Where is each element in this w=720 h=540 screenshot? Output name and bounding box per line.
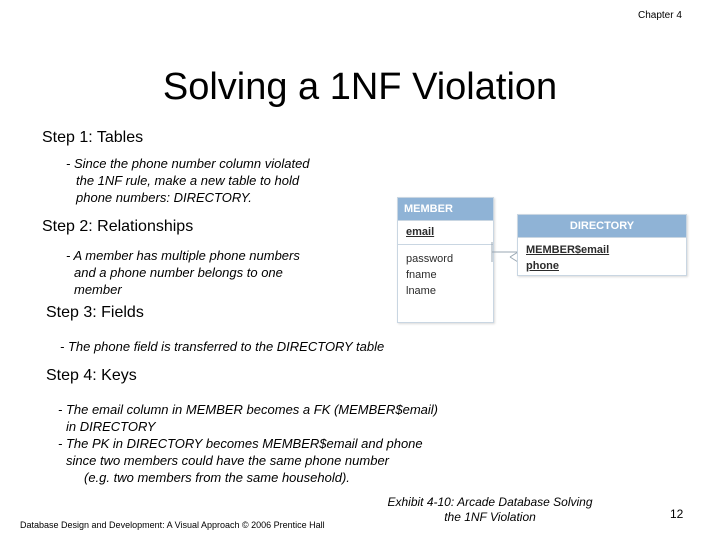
directory-keys	[518, 238, 686, 274]
slide-title: Solving a 1NF Violation	[162, 66, 558, 108]
step-1-line-1: - Since the phone number column violated	[66, 156, 310, 171]
step-3-heading: Step 3: Fields	[46, 304, 144, 321]
member-entity-title: MEMBER	[398, 198, 493, 221]
directory-pk-phone: phone	[526, 260, 559, 272]
member-attributes	[398, 245, 493, 299]
directory-pk-member-email: MEMBER$email	[526, 244, 610, 256]
member-field-fname: fname	[406, 269, 437, 281]
step-4-line-5: (e.g. two members from the same household).	[84, 470, 350, 485]
step-2-heading: Step 2: Relationships	[42, 218, 194, 235]
directory-entity-title: DIRECTORY	[518, 215, 686, 238]
step-2-line-3: member	[74, 282, 122, 297]
member-entity	[397, 197, 494, 323]
step-1-line-3: phone numbers: DIRECTORY.	[76, 190, 252, 205]
step-4-note	[58, 401, 438, 486]
step-3-line-1: - The phone field is transferred to the DIRECTORY table	[60, 339, 385, 354]
page-number: 12	[670, 507, 684, 521]
step-4-line-2: in DIRECTORY	[66, 419, 156, 434]
step-2-line-1: - A member has multiple phone numbers	[66, 248, 300, 263]
step-4-heading: Step 4: Keys	[46, 367, 137, 384]
member-field-password: password	[406, 253, 454, 265]
exhibit-caption: Exhibit 4-10: Arcade Database Solving the 1NF Violation	[387, 495, 593, 524]
directory-entity	[517, 214, 687, 276]
footer-credit: Database Design and Development: A Visual Approach © 2006 Prentice Hall	[20, 520, 325, 530]
step-4-line-4: since two members could have the same phone number	[66, 453, 390, 468]
step-1-heading: Step 1: Tables	[42, 129, 144, 146]
member-field-lname: lname	[406, 285, 436, 297]
chapter-label: Chapter 4	[638, 10, 682, 21]
step-2-line-2: and a phone number belongs to one	[74, 265, 283, 280]
step-4-line-3: - The PK in DIRECTORY becomes MEMBER$email and phone	[58, 436, 423, 451]
one-to-many-connector	[490, 240, 520, 280]
step-3-note	[60, 338, 384, 355]
member-pk-email: email	[398, 221, 493, 245]
step-4-line-1: - The email column in MEMBER becomes a FK (MEMBER$email)	[58, 402, 438, 417]
step-2-note	[66, 247, 300, 298]
step-1-line-2: the 1NF rule, make a new table to hold	[76, 173, 300, 188]
step-1-note	[66, 155, 310, 206]
